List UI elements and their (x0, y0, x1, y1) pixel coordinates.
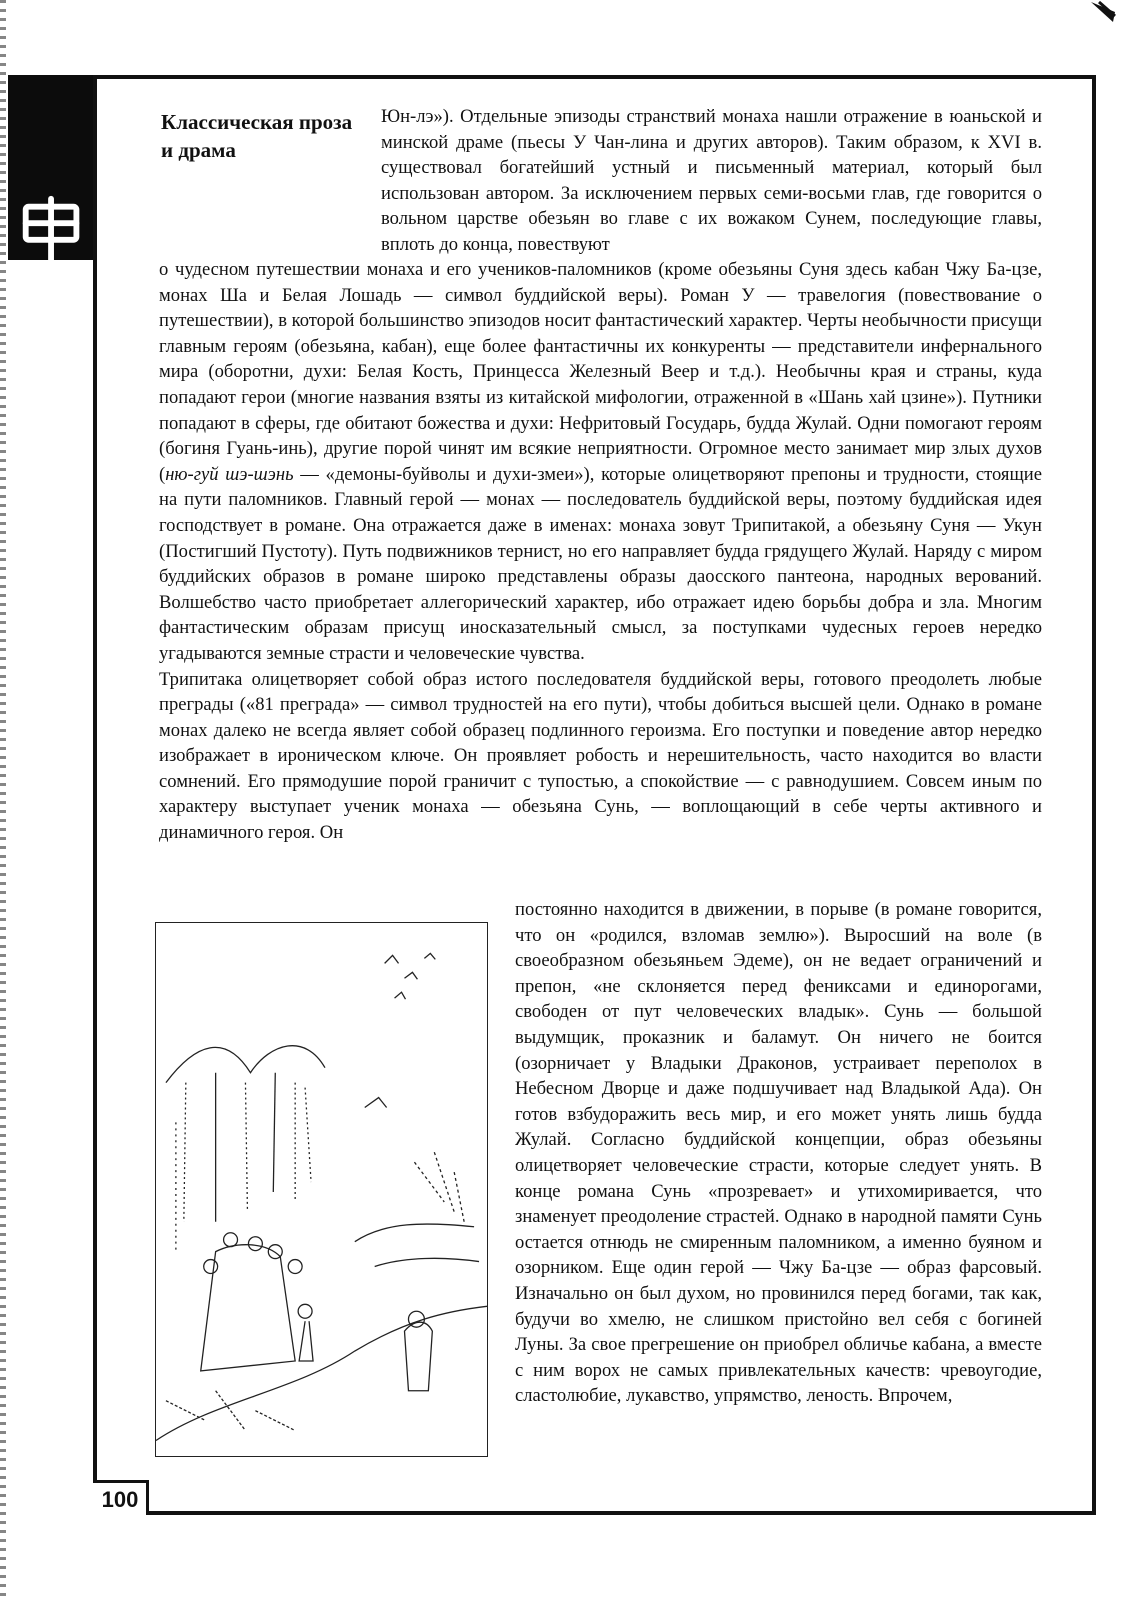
main-p1-end: — «демоны-буйволы и духи-змеи»), которые олицетворяют препоны и трудности, стоящие на пути паломников. Главный герой — монах — последователь буддийской веры, поэтому буддийская идея господствует в романе. Она отражается даже в именах: монаха зовут Трипитакой, а обезьяну Суня — Укун (Постигший Пустоту). Путь подвижников тернист, но его направляет будда грядущего Жулай. Наряду с миром буддийских образов в романе широко представлены образы даосского пантеона, народных верований. Волшебство часто приобретает аллегорический характер, ибо отражает идею борьбы добра и зла. Многим фантастическим образам присущ иносказательный смысл, за поступками чудесных героев нередко угадываются земные страсти и человеческие чувства. (159, 463, 1042, 664)
intro-paragraph (381, 104, 1042, 258)
illustration (155, 922, 488, 1457)
main-paragraph-2: Трипитака олицетворяет собой образ истого последователя буддийской веры, готового преодолеть любые преграды («81 преграда» — символ трудностей на его пути), чтобы добиться высшей цели. Однако в романе монах далеко не всегда являет собой образец подлинного героизма. Его поступки и поведение автор нередко изображает в ироническом ключе. Он проявляет робость и нерешительность, часто находится во власти сомнений. Его прямодушие порой граничит с тупостью, а спокойствие — с равнодушием. Совсем иным по характеру выступает ученик монаха — обезьяна Сунь, — воплощающий в себе черты активного и динамичного героя. Он (159, 668, 1042, 844)
intro-text: Юн-лэ»). Отдельные эпизоды странствий монаха нашли отражение в юаньской и минской драме (пьесы У Чан-лина и других авторов). Таким образом, к XVI в. существовал богатейший устный и письменный материал, который был использован автором. За исключением первых семи-восьми глав, где говорится о вольном царстве обезьян во главе с их вожаком Сунем, последующие главы, вплоть до конца, повествуют (381, 106, 1042, 255)
main-p1-start: о чудесном путешествии монаха и его учеников-паломников (кроме обезьяны Суня здесь кабан Чжу Ба-цзе, монах Ша и Белая Лошадь — символ буддийской веры). Роман У — травелогия (повествование о путешествии), в которой большинство эпизодов носит фантастический характер. Черты необычности присущи главным героям (обезьяна, кабан), еще более фантастичны их конкуренты — представители инфернального мира (оборотни, духи: Белая Кость, Принцесса Железный Веер и т.д.). Необычны края и страны, куда попадают герои (многие названия взяты из китайской мифологии, отраженной в «Шань хай цзине»). Путники попадают в сферы, где обитают божества и духи: Нефритовый Государь, будда Жулай. Одни помогают героям (богиня Гуань-инь), другие порой чинят им всякие неприятности. Огромное место занимает мир злых духов ( (159, 259, 1042, 485)
side-column (515, 897, 1042, 1409)
chinese-glyph-tab-icon (14, 193, 92, 271)
main-text (159, 257, 1042, 846)
scan-edge (0, 0, 6, 1601)
corner-fold-mark (1089, 0, 1117, 26)
page-number: 100 (101, 1487, 139, 1512)
chapter-tab (8, 75, 94, 260)
woodcut-illustration (156, 923, 487, 1456)
page-number-box (93, 1480, 149, 1515)
section-title: Классическая проза и драма (161, 110, 353, 162)
side-text: постоянно находится в движении, в порыве (в романе говорится, что он «родился, взломав землю»). Выросший на воле (в своеобразном обезьяньем Эдеме), он не ведает ограничений и препон, «не склоняется перед фениксами и единорогами, свободен от пут человеческих владык». Сунь — большой выдумщик, проказник и баламут. Он ничего не боится (озорничает у Владыки Драконов, устраивает переполох в Небесном Дворце и даже подшучивает над Владыкой Ада). Он готов взбудоражить весь мир, и его может унять лишь будда Жулай. Согласно буддийской концепции, образ обезьяны олицетворяет человеческие страсти, которые следует унять. В конце романа Сунь «прозревает» и утихомиривается, что знаменует преодоление страстей. Однако в народной памяти Сунь остается отнюдь не смиренным паломником, а именно буяном и озорником. Еще один герой — Чжу Ба-цзе — образ фарсовый. Изначально он был духом, но провинился перед богами, так как, будучи во хмелю, не слишком пристойно вел себя с богиней Луны. За свое прегрешение он приобрел обличье кабана, а вместе с ним ворох не самых привлекательных качеств: чревоугодие, сластолюбие, лукавство, упрямство, леность. Впрочем, (515, 899, 1042, 1407)
main-paragraph-1 (159, 257, 1042, 667)
main-p1-italic: ню-гуй шэ-шэнь (165, 463, 294, 485)
